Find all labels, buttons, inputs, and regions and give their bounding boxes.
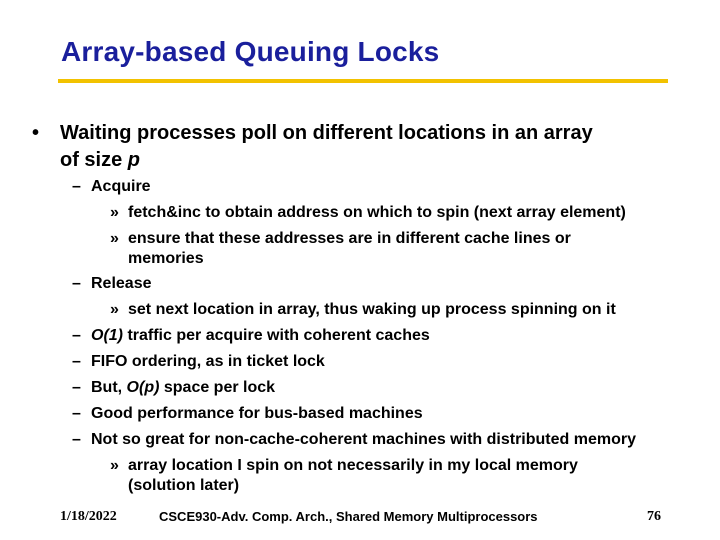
chevron-icon: » xyxy=(110,204,119,221)
space-complexity: O(p) xyxy=(126,379,160,396)
main-bullet-cont-italic: p xyxy=(127,149,141,171)
dash-icon: – xyxy=(72,178,81,195)
acquire-label: Acquire xyxy=(91,178,151,195)
release-label: Release xyxy=(91,275,152,292)
dash-icon: – xyxy=(72,353,81,370)
main-bullet-text: Waiting processes poll on different locations in an array xyxy=(60,122,593,144)
space-text: space per lock xyxy=(159,379,276,396)
sub-item-text: ensure that these addresses are in different cache lines or xyxy=(128,230,571,247)
chevron-icon: » xyxy=(110,230,119,247)
footer-date: 1/18/2022 xyxy=(60,509,117,524)
chevron-icon: » xyxy=(110,457,119,474)
chevron-icon: » xyxy=(110,301,119,318)
dash-icon: – xyxy=(72,275,81,292)
sub-item-text: memories xyxy=(128,250,204,267)
list-item-text xyxy=(91,378,275,398)
page-number: 76 xyxy=(647,509,661,524)
sub-item-text: (solution later) xyxy=(128,477,240,494)
footer-course: CSCE930-Adv. Comp. Arch., Shared Memory Multiprocessors xyxy=(159,509,538,524)
bullet-dot-icon: • xyxy=(32,122,40,144)
list-item-text: Not so great for non-cache-coherent machines with distributed memory xyxy=(91,431,636,448)
dash-icon: – xyxy=(72,327,81,344)
main-bullet-cont-prefix: of size xyxy=(60,149,128,171)
title-underline xyxy=(58,79,668,83)
list-item-text xyxy=(91,326,430,346)
dash-icon: – xyxy=(72,431,81,448)
sub-item-text: array location I spin on not necessarily in my local memory xyxy=(128,457,578,474)
dash-icon: – xyxy=(72,405,81,422)
space-prefix: But, xyxy=(91,379,127,396)
main-bullet-continuation xyxy=(60,147,140,173)
traffic-complexity: O(1) xyxy=(91,327,123,344)
list-item-text: Good performance for bus-based machines xyxy=(91,405,423,422)
slide-title: Array-based Queuing Locks xyxy=(61,36,440,67)
list-item-text: FIFO ordering, as in ticket lock xyxy=(91,353,325,370)
sub-item-text: set next location in array, thus waking up process spinning on it xyxy=(128,301,616,318)
sub-item-text: fetch&inc to obtain address on which to spin (next array element) xyxy=(128,204,626,221)
dash-icon: – xyxy=(72,379,81,396)
traffic-text: traffic per acquire with coherent caches xyxy=(123,327,430,344)
